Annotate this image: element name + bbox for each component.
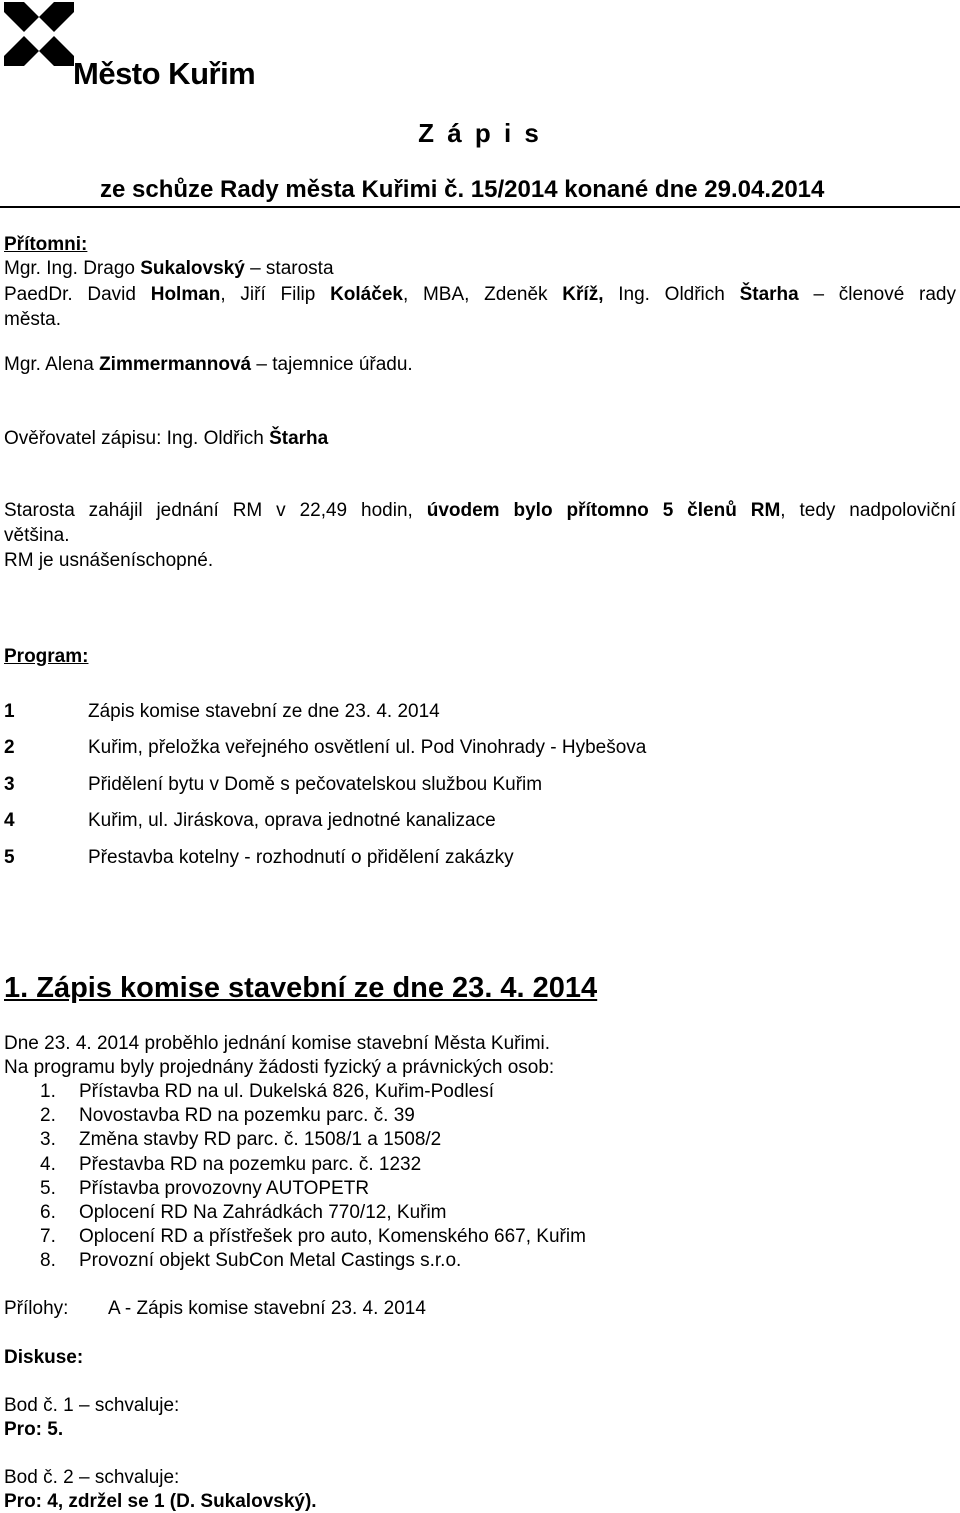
attendance-secretary: Mgr. Alena Zimmermannová – tajemnice úřadu. bbox=[4, 354, 413, 375]
program-item-number: 3 bbox=[4, 774, 15, 795]
attendance-members-cont: města. bbox=[4, 309, 62, 330]
city-logo bbox=[4, 2, 74, 66]
program-item-number: 4 bbox=[4, 810, 15, 831]
document-subtitle: ze schůze Rady města Kuřimi č. 15/2014 konané dne 29.04.2014 bbox=[100, 176, 825, 203]
program-item-text: Kuřim, ul. Jiráskova, oprava jednotné kanalizace bbox=[88, 810, 496, 831]
attendance-mayor: Mgr. Ing. Drago Sukalovský – starosta bbox=[4, 258, 334, 279]
request-text: Změna stavby RD parc. č. 1508/1 a 1508/2 bbox=[79, 1129, 442, 1150]
program-label: Program: bbox=[4, 646, 89, 667]
request-number: 6. bbox=[40, 1202, 56, 1223]
attachments-text: A - Zápis komise stavební 23. 4. 2014 bbox=[108, 1298, 426, 1319]
attendance-label: Přítomni: bbox=[4, 234, 88, 255]
request-text: Novostavba RD na pozemku parc. č. 39 bbox=[79, 1105, 415, 1126]
section-1-intro-1: Dne 23. 4. 2014 proběhlo jednání komise stavební Města Kuřimi. bbox=[4, 1033, 551, 1054]
request-text: Oplocení RD a přístřešek pro auto, Komenského 667, Kuřim bbox=[79, 1226, 586, 1247]
request-text: Přístavba RD na ul. Dukelská 826, Kuřim-Podlesí bbox=[79, 1081, 495, 1102]
header-rule bbox=[0, 206, 960, 208]
vote-2-result: Pro: 4, zdržel se 1 (D. Sukalovský). bbox=[4, 1491, 317, 1512]
request-number: 5. bbox=[40, 1178, 56, 1199]
opening-line-1: Starosta zahájil jednání RM v 22,49 hodin, úvodem bylo přítomno 5 členů RM, tedy nadpoloviční bbox=[4, 500, 956, 521]
request-number: 1. bbox=[40, 1081, 56, 1102]
program-item-text: Zápis komise stavební ze dne 23. 4. 2014 bbox=[88, 701, 440, 722]
request-text: Přestavba RD na pozemku parc. č. 1232 bbox=[79, 1154, 422, 1175]
verifier-line: Ověřovatel zápisu: Ing. Oldřich Štarha bbox=[4, 428, 329, 449]
request-number: 8. bbox=[40, 1250, 56, 1271]
attendance-members: PaedDr. David Holman, Jiří Filip Koláček, MBA, Zdeněk Kříž, Ing. Oldřich Štarha – členové rady bbox=[4, 284, 956, 305]
request-text: Přístavba provozovny AUTOPETR bbox=[79, 1178, 370, 1199]
logo-text: Město Kuřim bbox=[73, 56, 256, 91]
request-number: 4. bbox=[40, 1154, 56, 1175]
section-1-intro-2: Na programu byly projednány žádosti fyzický a právnických osob: bbox=[4, 1057, 555, 1078]
request-text: Provozní objekt SubCon Metal Castings s.r.o. bbox=[79, 1250, 462, 1271]
request-number: 3. bbox=[40, 1129, 56, 1150]
program-item-number: 2 bbox=[4, 737, 15, 758]
opening-line-2: většina. bbox=[4, 525, 70, 546]
request-number: 2. bbox=[40, 1105, 56, 1126]
program-item-text: Přidělení bytu v Domě s pečovatelskou službou Kuřim bbox=[88, 774, 543, 795]
request-text: Oplocení RD Na Zahrádkách 770/12, Kuřim bbox=[79, 1202, 447, 1223]
discussion-label: Diskuse: bbox=[4, 1347, 84, 1368]
program-item-text: Přestavba kotelny - rozhodnutí o přidělení zakázky bbox=[88, 847, 514, 868]
attachments-label: Přílohy: bbox=[4, 1298, 69, 1319]
opening-line-3: RM je usnášeníschopné. bbox=[4, 550, 214, 571]
vote-2-label: Bod č. 2 – schvaluje: bbox=[4, 1467, 180, 1488]
program-item-number: 1 bbox=[4, 701, 15, 722]
request-number: 7. bbox=[40, 1226, 56, 1247]
vote-1-label: Bod č. 1 – schvaluje: bbox=[4, 1395, 180, 1416]
program-item-number: 5 bbox=[4, 847, 15, 868]
section-1-heading: 1. Zápis komise stavební ze dne 23. 4. 2014 bbox=[4, 972, 598, 1004]
program-item-text: Kuřim, přeložka veřejného osvětlení ul. Pod Vinohrady - Hybešova bbox=[88, 737, 647, 758]
document-title: Z á p i s bbox=[418, 118, 542, 148]
vote-1-result: Pro: 5. bbox=[4, 1419, 64, 1440]
